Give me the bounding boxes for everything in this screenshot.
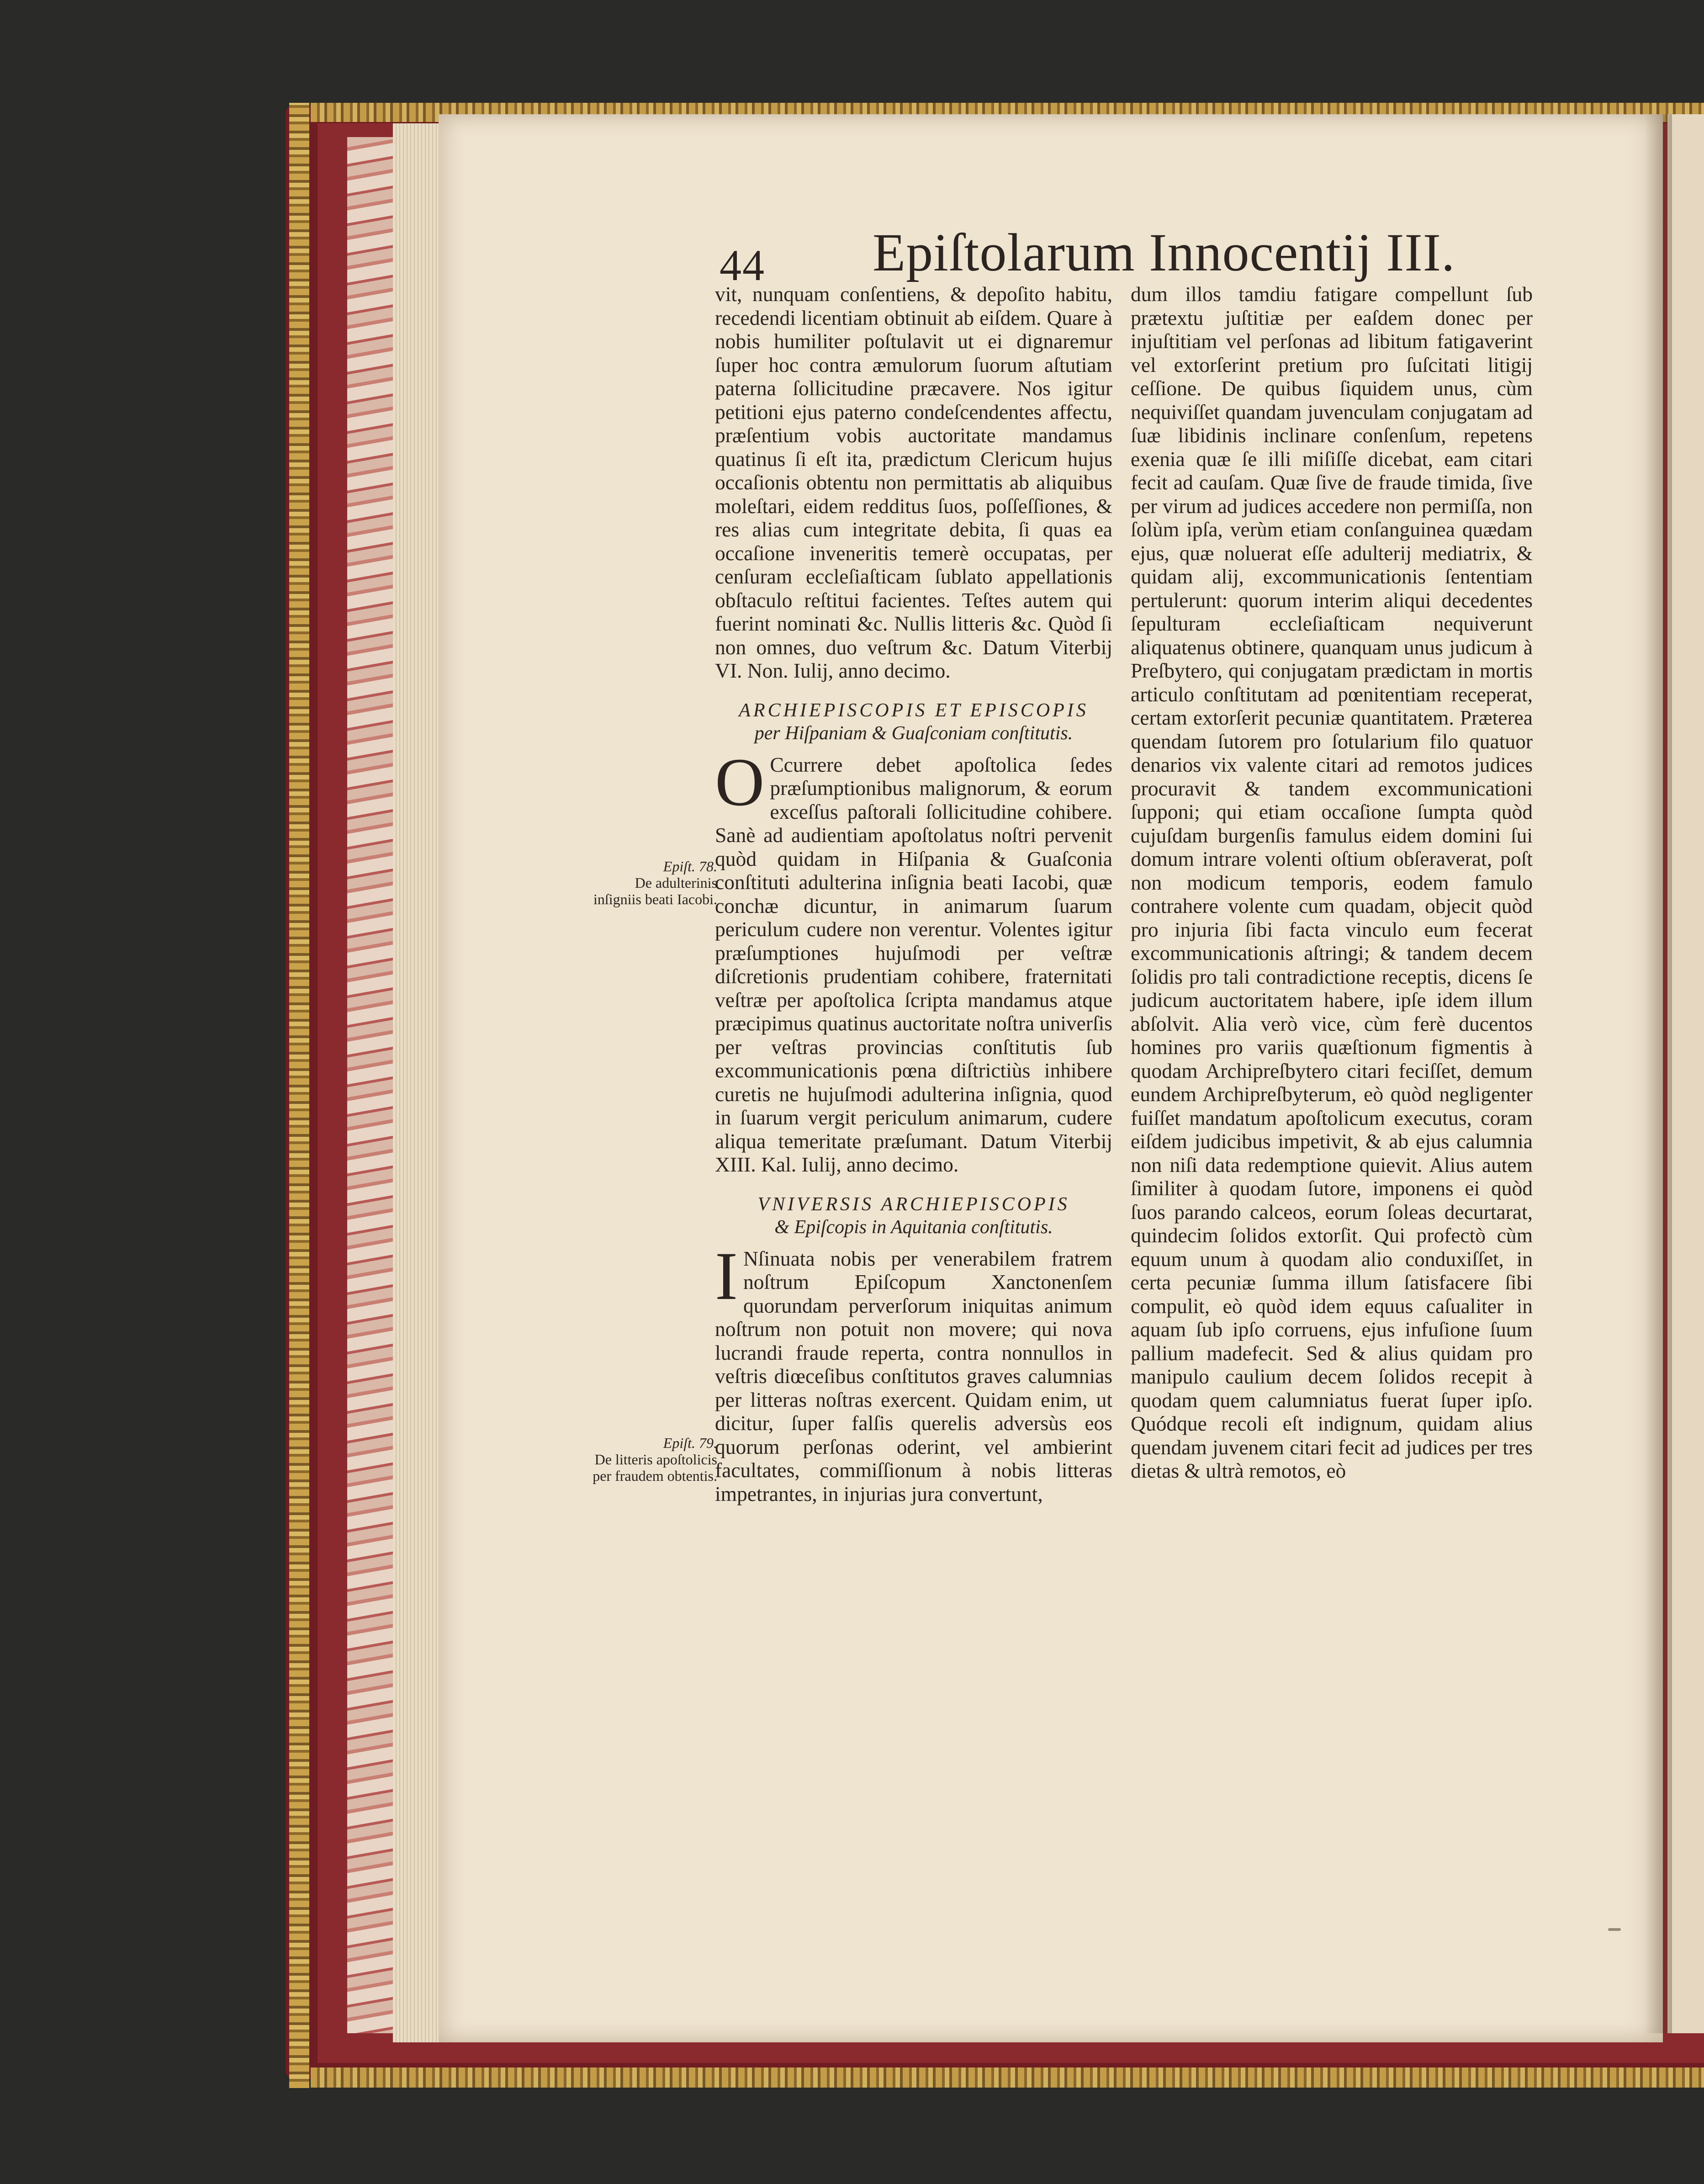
heading-79-line-1: VNIVERSIS ARCHIEPISCOPIS xyxy=(757,1193,1070,1215)
letter-79-body xyxy=(715,1238,1112,1506)
letter-79-text: Nſinuata nobis per venerabilem fratrem noſtrum Epiſcopum Xanctonenſem quorundam perverſorum iniquitas animum noſtrum non potuit non movere; qui nova lucrandi fraude reperta, contra nonnullos in veſtris diœceſibus conſtitutos graves calumnias per litteras noſtras exercent. Quidam enim, ut dicitur, ſuper falſis querelis adversùs eos quorum perſonas oderint, vel ambierint facultates, commiſſionum à nobis litteras impetrantes, in injurias jura convertunt, xyxy=(715,1246,1112,1505)
sidenote-79-label: Epiſt. 79. xyxy=(663,1435,717,1451)
gilt-border-left xyxy=(289,103,309,2088)
left-column xyxy=(715,282,1112,1505)
dust-speck xyxy=(1608,1928,1621,1931)
letter-heading-78 xyxy=(715,699,1112,745)
running-title: Epiſtolarum Innocentij III. xyxy=(873,223,1455,282)
right-column xyxy=(1131,282,1533,1483)
right-column-text: dum illos tamdiu fatigare compellunt ſub prætextu juſtitiæ per eaſdem donec per injuſtitiam vel perſonas ad libitum fatigaverint vel extorſerint pretium pro ſuſcitati litigij ceſſione. De quibus ſiquidem unus, cùm nequiviſſet quandam juvenculam conjugatam ad ſuæ libidinis inclinare conſenſum, repetens exenia quæ ſe illi miſiſſe dicebat, eam citari fecit ad cauſam. Quæ ſive de fraude timida, ſive per virum ad judices accedere non permiſſa, non ſolùm ipſa, verùm etiam conſanguinea quædam ejus, quæ noluerat eſſe adulterij mediatrix, & quidam alij, excommunicationis ſententiam pertulerunt: quorum interim aliqui decedentes ſepulturam eccleſiaſticam nequiverunt aliquatenus obtinere, quanquam unus judicum à Preſbytero, qui conjugatam prædictam in mortis articulo conſtitutam ad pœnitentiam receperat, certam extorſerit pecuniæ quantitatem. Præterea quendam ſutorem pro ſotularium filo quatuor denarios vix valente citari ad remotos judices procuravit & tandem excommunicationi ſupponi; qui etiam occaſione ſumpta quòd cujuſdam burgenſis famulus eidem domini ſui domum intrare volenti oſtium obſeraverat, poſt non modicum temporis, eodem famulo contrahere volente cum quadam, objecit quòd pro injuria ſibi facta vinculo eum fecerat excommunicationis aſtringi; & tandem decem ſolidis pro tali contradictione receptis, dicens ſe judicum auctoritatem habere, ipſe idem illum abſolvit. Alia verò vice, cùm ferè ducentos homines pro variis quæſtionum figmentis à quodam Archipreſbytero citari feciſſet, demum eundem Archipreſbyterum, eò quòd negligenter fuiſſet mandatum apoſtolicum executus, coram eiſdem judicibus impetivit, & ab ejus calumnia non niſi data redemptione quievit. Alius autem ſimiliter à quodam ſutore, imponens ei quòd ſuos parando calceos, eorum ſoleas decurtarat, quindecim ſolidos extorſit. Qui profectò cùm equum unum à quodam alio conduxiſſet, in certa pecuniæ ſumma illum ſatisfacere ſibi compulit, eò quòd idem equus caſualiter in aquam ſub ipſo corruens, ejus infuſione ſuum pallium madefecit. Sed & alius quidam pro manipulo caulium decem ſolidos recepit à quodam quem calumniatus fuerat ſuper ipſo. Quódque recoli eſt indignum, quidam alius quendam juvenem citari fecit ad judices per tres dietas & ultrà remotos, eò xyxy=(1131,282,1533,1482)
letter-continuation: vit, nunquam conſentiens, & depoſito habitu, recedendi licentiam obtinuit ab eiſdem. Quare à nobis humiliter poſtulavit ut ei dignaremur ſuper hoc contra æmulorum ſuorum aſtutiam paterna ſollicitudine præcavere. Nos igitur petitioni ejus paterno condeſcendentes affectu, præſentium vobis auctoritate mandamus quatinus ſi eſt ita, prædictum Clericum hujus occaſionis obtentu non permittatis ab aliquibus moleſtari, eidem redditus ſuos, poſſeſſiones, & res alias cum integritate debita, ſi quas ea occaſione inveneritis temerè occupatas, per cenſuram eccleſiaſticam ſublato appellationis obſtaculo reſtitui facientes. Teſtes autem qui fuerint nominati &c. Nullis litteris &c. Quòd ſi non omnes, duo veſtrum &c. Datum Viterbij VI. Non. Iulij, anno decimo. xyxy=(715,282,1112,682)
heading-78-line-2: per Hiſpaniam & Guaſconiam conſtitutis. xyxy=(754,722,1073,744)
sidenote-79-text: De litteris apoſtolicis per fraudem obtentis. xyxy=(593,1451,717,1484)
heading-79-line-2: & Epiſcopis in Aquitania conſtitutis. xyxy=(774,1216,1053,1238)
letter-78-text: Ccurrere debet apoſtolica ſedes præſumptionibus malignorum, & eorum exceſſus paſtorali ſollicitudine cohibere. Sanè ad audientiam apoſtolatus noſtri pervenit quòd quidam in Hiſpania & Guaſconia conſtituti adulterina inſignia beati Iacobi, quæ conchæ dicuntur, in animarum ſuarum periculum cudere non verentur. Volentes igitur præſumptiones hujuſmodi per veſtræ diſcretionis prudentiam cohibere, fraternitati veſtræ per apoſtolica ſcripta mandamus atque præcipimus quatinus auctoritate noſtra univerſis per veſtras provincias conſtitutis ſub excommunicationis pœna diſtrictiùs inhibere curetis ne hujuſmodi adulterina inſignia, quod in ſuarum vergit periculum animarum, cudere aliqua temeritate præſumant. Datum Viterbij XIII. Kal. Iulij, anno decimo. xyxy=(715,753,1112,1176)
sidenote-78-label: Epiſt. 78. xyxy=(663,858,717,875)
letter-heading-79 xyxy=(715,1193,1112,1239)
gilt-border-bottom xyxy=(311,2067,1704,2088)
letter-78-body xyxy=(715,744,1112,1177)
sidenote-epist-78 xyxy=(589,858,717,907)
dropcap-i: I xyxy=(715,1238,738,1314)
sidenote-78-text: De adulterinis inſigniis beati Iacobi. xyxy=(593,875,717,907)
sidenote-epist-79 xyxy=(589,1435,717,1484)
page-number: 44 xyxy=(720,241,765,290)
gutter-shadow xyxy=(1645,114,1672,2033)
heading-78-line-1: ARCHIEPISCOPIS ET EPISCOPIS xyxy=(739,700,1089,721)
facing-page-edge xyxy=(1667,114,1704,2033)
dropcap-o: O xyxy=(715,744,765,820)
